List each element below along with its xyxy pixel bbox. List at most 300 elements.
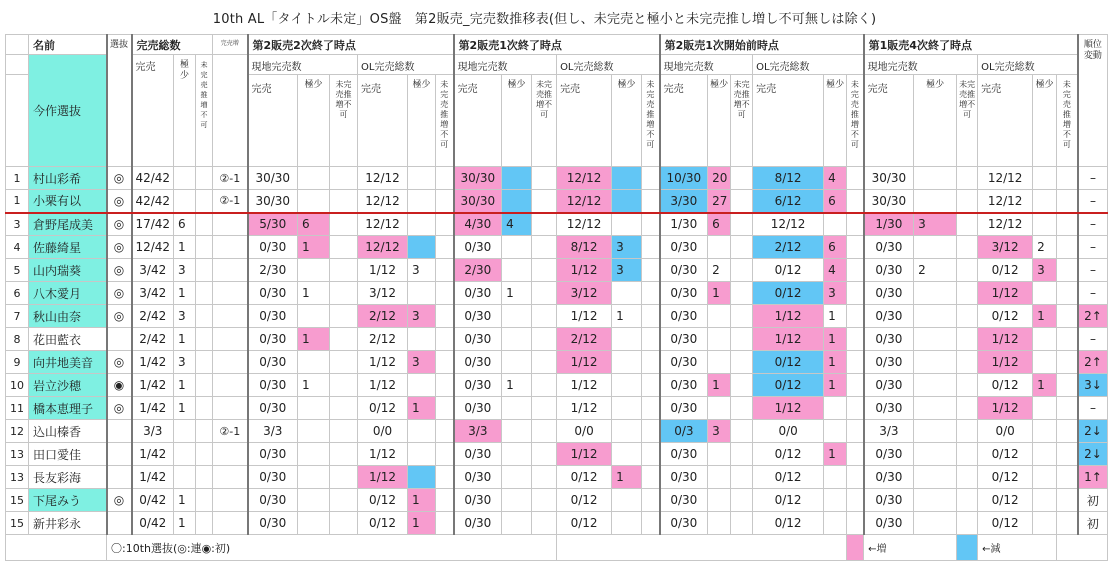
legend-increase-swatch: [847, 535, 864, 561]
total-small-cell: 3: [174, 351, 196, 374]
name-cell: 岩立沙穂: [29, 374, 107, 397]
ol-unsold-cell: [642, 374, 660, 397]
ol-sold-cell: 12/12: [358, 213, 408, 236]
selection-mark: ◎: [107, 351, 132, 374]
pushadd-cell: [213, 512, 248, 535]
header-ol: OL完売総数: [358, 55, 454, 75]
rank-cell: 1: [6, 190, 29, 213]
header-local: 現地完売数: [660, 55, 753, 75]
total-small-cell: [174, 443, 196, 466]
ol-small-cell: 3: [1033, 259, 1057, 282]
local-sold-cell: 0/30: [248, 397, 298, 420]
header-pushadd-blank: [213, 55, 248, 167]
legend-blank: [6, 535, 107, 561]
total-sold-cell: 1/42: [132, 466, 174, 489]
ol-sold-cell: 0/12: [753, 489, 824, 512]
ol-small-cell: [612, 213, 642, 236]
local-unsold-cell: [330, 282, 358, 305]
total-unsold-cell: [196, 397, 213, 420]
local-small-cell: [502, 190, 532, 213]
ol-sold-cell: 12/12: [557, 167, 612, 190]
local-unsold-cell: [957, 236, 978, 259]
ol-sold-cell: 0/12: [753, 351, 824, 374]
total-sold-cell: 3/3: [132, 420, 174, 443]
ol-sold-cell: 0/0: [358, 420, 408, 443]
header-unsold: 未完売推増不可: [847, 75, 864, 167]
pushadd-cell: [213, 443, 248, 466]
local-unsold-cell: [731, 397, 753, 420]
local-unsold-cell: [532, 466, 557, 489]
local-unsold-cell: [330, 259, 358, 282]
ol-sold-cell: 12/12: [358, 190, 408, 213]
ol-sold-cell: 12/12: [753, 213, 824, 236]
local-small-cell: [502, 443, 532, 466]
local-small-cell: [914, 466, 957, 489]
local-small-cell: 1: [708, 374, 731, 397]
local-sold-cell: 5/30: [248, 213, 298, 236]
total-unsold-cell: [196, 305, 213, 328]
selection-mark: ◎: [107, 282, 132, 305]
local-unsold-cell: [957, 489, 978, 512]
local-unsold-cell: [957, 466, 978, 489]
pushadd-cell: [213, 466, 248, 489]
local-sold-cell: 0/30: [660, 512, 708, 535]
local-small-cell: 3: [708, 420, 731, 443]
rank-cell: 11: [6, 397, 29, 420]
pushadd-cell: [213, 236, 248, 259]
selection-mark: ◎: [107, 167, 132, 190]
rank-change-cell: –: [1078, 190, 1108, 213]
ol-sold-cell: 1/12: [978, 282, 1033, 305]
local-unsold-cell: [532, 190, 557, 213]
total-unsold-cell: [196, 167, 213, 190]
header-unsold: 未完売推増不可: [1057, 75, 1078, 167]
local-small-cell: [298, 397, 330, 420]
total-small-cell: 3: [174, 259, 196, 282]
total-unsold-cell: [196, 466, 213, 489]
local-unsold-cell: [731, 167, 753, 190]
total-sold-cell: 0/42: [132, 512, 174, 535]
local-unsold-cell: [330, 489, 358, 512]
ol-small-cell: 1: [1033, 374, 1057, 397]
ol-small-cell: [612, 374, 642, 397]
local-sold-cell: 0/30: [660, 282, 708, 305]
local-unsold-cell: [532, 443, 557, 466]
header-period: 第2販売1次開始前時点: [660, 35, 864, 55]
header-sold: 完売: [358, 75, 408, 167]
header-period: 第2販売2次終了時点: [248, 35, 454, 55]
local-small-cell: [298, 190, 330, 213]
local-small-cell: [914, 282, 957, 305]
ol-sold-cell: 12/12: [978, 213, 1033, 236]
local-unsold-cell: [957, 305, 978, 328]
ol-sold-cell: 0/12: [753, 259, 824, 282]
local-small-cell: [298, 466, 330, 489]
header-row: [6, 35, 1108, 55]
local-sold-cell: 0/30: [864, 397, 914, 420]
local-unsold-cell: [532, 489, 557, 512]
header-small: 極少: [824, 75, 847, 167]
total-sold-cell: 0/42: [132, 489, 174, 512]
total-sold-cell: 1/42: [132, 397, 174, 420]
local-sold-cell: 0/30: [660, 397, 708, 420]
name-cell: 秋山由奈: [29, 305, 107, 328]
ol-small-cell: [612, 512, 642, 535]
header-ol: OL完売総数: [978, 55, 1078, 75]
table-row: [6, 489, 1108, 512]
header-row: [6, 55, 1108, 75]
ol-small-cell: [408, 236, 436, 259]
ol-small-cell: [824, 420, 847, 443]
local-sold-cell: 0/30: [864, 259, 914, 282]
total-unsold-cell: [196, 489, 213, 512]
total-unsold-cell: [196, 351, 213, 374]
rank-change-cell: 2↓: [1078, 420, 1108, 443]
local-unsold-cell: [532, 259, 557, 282]
ol-small-cell: [1033, 213, 1057, 236]
rank-cell: 9: [6, 351, 29, 374]
total-sold-cell: 2/42: [132, 328, 174, 351]
header-sold: 完売: [557, 75, 612, 167]
ol-small-cell: [1033, 489, 1057, 512]
pushadd-cell: [213, 489, 248, 512]
ol-sold-cell: 0/12: [978, 443, 1033, 466]
total-small-cell: 1: [174, 282, 196, 305]
ol-unsold-cell: [1057, 328, 1078, 351]
local-small-cell: [708, 512, 731, 535]
name-cell: 向井地美音: [29, 351, 107, 374]
rank-change-cell: –: [1078, 259, 1108, 282]
ol-small-cell: 1: [612, 305, 642, 328]
local-sold-cell: 0/30: [248, 236, 298, 259]
ol-unsold-cell: [847, 282, 864, 305]
ol-unsold-cell: [1057, 374, 1078, 397]
header-blank: [6, 35, 29, 55]
local-small-cell: [502, 420, 532, 443]
ol-sold-cell: 0/12: [358, 397, 408, 420]
ol-sold-cell: 0/12: [557, 512, 612, 535]
local-unsold-cell: [330, 512, 358, 535]
total-sold-cell: 3/42: [132, 259, 174, 282]
ol-sold-cell: 0/0: [753, 420, 824, 443]
local-sold-cell: 1/30: [864, 213, 914, 236]
ol-sold-cell: 1/12: [358, 351, 408, 374]
ol-unsold-cell: [642, 512, 660, 535]
rank-change-cell: 2↑: [1078, 305, 1108, 328]
ol-unsold-cell: [436, 397, 454, 420]
ol-small-cell: 1: [1033, 305, 1057, 328]
rank-change-cell: –: [1078, 236, 1108, 259]
header-total-sold: 完売: [132, 55, 174, 167]
local-small-cell: [502, 489, 532, 512]
local-sold-cell: 0/30: [660, 443, 708, 466]
legend-decrease-swatch: [957, 535, 978, 561]
ol-small-cell: [408, 443, 436, 466]
rank-cell: 12: [6, 420, 29, 443]
total-small-cell: 1: [174, 512, 196, 535]
legend-row: [6, 535, 1108, 561]
total-unsold-cell: [196, 443, 213, 466]
local-sold-cell: 0/30: [660, 328, 708, 351]
name-cell: 八木愛月: [29, 282, 107, 305]
ol-small-cell: [612, 397, 642, 420]
name-cell: 山内瑞葵: [29, 259, 107, 282]
ol-unsold-cell: [642, 351, 660, 374]
legend-decrease-label: ←減: [978, 535, 1057, 561]
local-small-cell: [298, 167, 330, 190]
pushadd-cell: ②-1: [213, 420, 248, 443]
ol-unsold-cell: [847, 236, 864, 259]
local-sold-cell: 2/30: [454, 259, 502, 282]
table-footer: [6, 535, 1108, 561]
header-small: 極少: [612, 75, 642, 167]
ol-small-cell: 4: [824, 259, 847, 282]
header-local: 現地完売数: [864, 55, 978, 75]
ol-unsold-cell: [642, 236, 660, 259]
local-small-cell: 1: [298, 236, 330, 259]
table-row: [6, 167, 1108, 190]
ol-unsold-cell: [847, 420, 864, 443]
total-unsold-cell: [196, 213, 213, 236]
local-unsold-cell: [532, 305, 557, 328]
header-total-unsold: 未完売推増不可: [196, 55, 213, 167]
ol-small-cell: 3: [408, 351, 436, 374]
legend-increase-label: ←増: [864, 535, 957, 561]
name-cell: 花田藍衣: [29, 328, 107, 351]
ol-sold-cell: 8/12: [753, 167, 824, 190]
name-cell: 田口愛佳: [29, 443, 107, 466]
ol-small-cell: 1: [824, 443, 847, 466]
pushadd-cell: [213, 282, 248, 305]
sales-table: [5, 34, 1108, 561]
total-sold-cell: 1/42: [132, 374, 174, 397]
local-sold-cell: 30/30: [864, 167, 914, 190]
pushadd-cell: [213, 259, 248, 282]
local-unsold-cell: [957, 397, 978, 420]
local-unsold-cell: [532, 397, 557, 420]
header-total-small: 極少: [174, 55, 196, 167]
rank-change-cell: –: [1078, 328, 1108, 351]
local-small-cell: [502, 259, 532, 282]
name-cell: 村山彩希: [29, 167, 107, 190]
local-sold-cell: 0/30: [248, 443, 298, 466]
ol-sold-cell: 2/12: [358, 328, 408, 351]
local-unsold-cell: [731, 328, 753, 351]
ol-small-cell: [408, 374, 436, 397]
local-unsold-cell: [731, 305, 753, 328]
ol-unsold-cell: [436, 213, 454, 236]
ol-unsold-cell: [436, 489, 454, 512]
local-small-cell: [708, 489, 731, 512]
ol-sold-cell: 1/12: [358, 259, 408, 282]
local-sold-cell: 0/30: [660, 374, 708, 397]
ol-small-cell: [1033, 466, 1057, 489]
ol-sold-cell: 12/12: [978, 167, 1033, 190]
local-sold-cell: 0/30: [248, 466, 298, 489]
local-small-cell: 27: [708, 190, 731, 213]
header-local: 現地完売数: [454, 55, 557, 75]
local-sold-cell: 4/30: [454, 213, 502, 236]
local-small-cell: 3: [914, 213, 957, 236]
total-small-cell: 1: [174, 236, 196, 259]
ol-small-cell: [612, 420, 642, 443]
selection-mark: [107, 443, 132, 466]
ol-sold-cell: 1/12: [557, 351, 612, 374]
ol-unsold-cell: [436, 259, 454, 282]
ol-small-cell: [824, 466, 847, 489]
local-sold-cell: 0/30: [248, 328, 298, 351]
local-sold-cell: 30/30: [248, 167, 298, 190]
local-sold-cell: 0/30: [864, 305, 914, 328]
ol-sold-cell: 2/12: [557, 328, 612, 351]
local-small-cell: [298, 351, 330, 374]
name-cell: 佐藤綺星: [29, 236, 107, 259]
local-unsold-cell: [330, 190, 358, 213]
ol-small-cell: [824, 512, 847, 535]
ol-small-cell: [1033, 167, 1057, 190]
ol-unsold-cell: [436, 351, 454, 374]
header-sold: 完売: [454, 75, 502, 167]
header-sold: 完売: [248, 75, 298, 167]
rank-change-cell: 2↑: [1078, 351, 1108, 374]
ol-sold-cell: 1/12: [557, 305, 612, 328]
local-unsold-cell: [330, 443, 358, 466]
ol-sold-cell: 1/12: [978, 328, 1033, 351]
ol-unsold-cell: [436, 443, 454, 466]
header-unsold: 未完売推増不可: [436, 75, 454, 167]
header-small: 極少: [1033, 75, 1057, 167]
ol-unsold-cell: [1057, 420, 1078, 443]
ol-unsold-cell: [1057, 351, 1078, 374]
ol-sold-cell: 0/12: [358, 489, 408, 512]
selection-mark: [107, 420, 132, 443]
local-small-cell: 6: [298, 213, 330, 236]
selection-mark: ◎: [107, 397, 132, 420]
rank-cell: 13: [6, 443, 29, 466]
ol-sold-cell: 1/12: [557, 397, 612, 420]
local-small-cell: [298, 512, 330, 535]
total-sold-cell: 1/42: [132, 443, 174, 466]
local-sold-cell: 3/30: [660, 190, 708, 213]
name-cell: 長友彩海: [29, 466, 107, 489]
ol-sold-cell: 1/12: [557, 374, 612, 397]
total-unsold-cell: [196, 512, 213, 535]
ol-unsold-cell: [436, 282, 454, 305]
local-sold-cell: 30/30: [248, 190, 298, 213]
local-sold-cell: 1/30: [660, 213, 708, 236]
local-unsold-cell: [957, 328, 978, 351]
total-small-cell: [174, 420, 196, 443]
ol-sold-cell: 1/12: [358, 443, 408, 466]
table-row: [6, 282, 1108, 305]
local-small-cell: [298, 305, 330, 328]
table-row: [6, 328, 1108, 351]
local-sold-cell: 0/30: [864, 512, 914, 535]
local-unsold-cell: [532, 167, 557, 190]
local-small-cell: 1: [708, 282, 731, 305]
local-sold-cell: 0/30: [864, 489, 914, 512]
local-small-cell: [914, 190, 957, 213]
local-small-cell: 4: [502, 213, 532, 236]
name-cell: 下尾みう: [29, 489, 107, 512]
local-unsold-cell: [532, 328, 557, 351]
selection-mark: ◉: [107, 374, 132, 397]
header-name: 名前: [29, 35, 107, 55]
ol-unsold-cell: [847, 190, 864, 213]
ol-unsold-cell: [436, 420, 454, 443]
rank-change-cell: –: [1078, 167, 1108, 190]
rank-change-cell: 2↓: [1078, 443, 1108, 466]
total-unsold-cell: [196, 328, 213, 351]
ol-unsold-cell: [1057, 167, 1078, 190]
local-sold-cell: 0/30: [660, 489, 708, 512]
header-total: 完売総数: [132, 35, 213, 55]
ol-small-cell: [1033, 512, 1057, 535]
ol-unsold-cell: [1057, 489, 1078, 512]
rank-cell: 13: [6, 466, 29, 489]
header-blank: [6, 75, 29, 167]
ol-small-cell: [612, 443, 642, 466]
local-unsold-cell: [532, 236, 557, 259]
ol-small-cell: 1: [408, 512, 436, 535]
total-sold-cell: 3/42: [132, 282, 174, 305]
ol-small-cell: [824, 397, 847, 420]
ol-unsold-cell: [642, 259, 660, 282]
local-small-cell: [502, 236, 532, 259]
ol-sold-cell: 0/0: [978, 420, 1033, 443]
local-small-cell: 20: [708, 167, 731, 190]
header-pushadd: 完売増: [213, 35, 248, 55]
ol-sold-cell: 1/12: [358, 466, 408, 489]
local-sold-cell: 0/30: [864, 374, 914, 397]
local-small-cell: [914, 167, 957, 190]
ol-sold-cell: 0/12: [978, 305, 1033, 328]
ol-small-cell: [1033, 420, 1057, 443]
header-sold: 完売: [978, 75, 1033, 167]
total-small-cell: 3: [174, 305, 196, 328]
local-unsold-cell: [731, 466, 753, 489]
pushadd-cell: ②-1: [213, 167, 248, 190]
table-row: [6, 236, 1108, 259]
header-unsold: 未完売推増不可: [642, 75, 660, 167]
rank-cell: 1: [6, 167, 29, 190]
ol-unsold-cell: [1057, 236, 1078, 259]
header-unsold: 未完売推増不可: [957, 75, 978, 167]
local-small-cell: 1: [502, 374, 532, 397]
local-sold-cell: 30/30: [864, 190, 914, 213]
ol-unsold-cell: [642, 328, 660, 351]
local-unsold-cell: [957, 443, 978, 466]
local-small-cell: [502, 328, 532, 351]
total-sold-cell: 12/42: [132, 236, 174, 259]
ol-unsold-cell: [436, 328, 454, 351]
local-sold-cell: 0/30: [864, 328, 914, 351]
ol-small-cell: [408, 420, 436, 443]
ol-small-cell: 1: [824, 328, 847, 351]
local-sold-cell: 0/30: [248, 351, 298, 374]
local-sold-cell: 30/30: [454, 190, 502, 213]
ol-unsold-cell: [642, 443, 660, 466]
ol-sold-cell: 0/12: [978, 259, 1033, 282]
table-header: [6, 35, 1108, 167]
table-row: [6, 305, 1108, 328]
local-unsold-cell: [957, 374, 978, 397]
ol-unsold-cell: [436, 374, 454, 397]
table-row: [6, 351, 1108, 374]
total-small-cell: 6: [174, 213, 196, 236]
legend-blank: [557, 535, 847, 561]
total-small-cell: 1: [174, 397, 196, 420]
